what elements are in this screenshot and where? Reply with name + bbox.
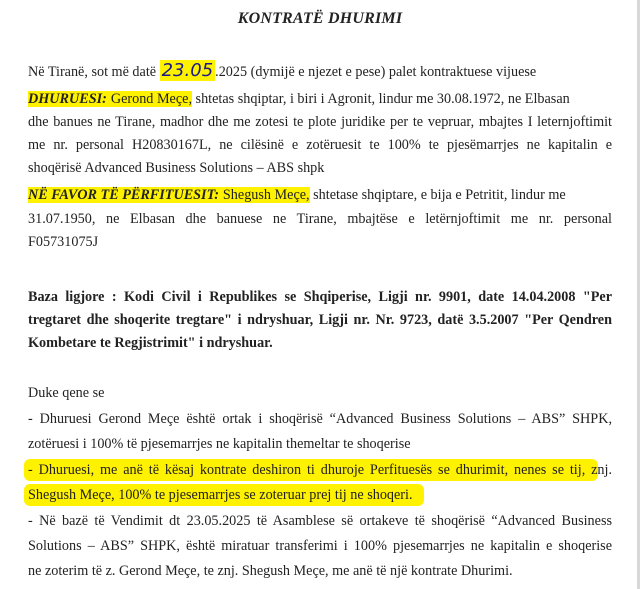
legal-basis-line-1: Baza ligjore : Kodi Civil i Republikes se Shqiperise, Ligji nr. 9901, date 14.04.2008 "Per xyxy=(28,289,612,305)
donor-line-4: shoqërisë Advanced Business Solutions – ABS shpk xyxy=(28,160,325,176)
donor-line-3: me nr. personal H20830167L, ne cilësinë e zotëruesit te 100% te pjesëmarrjes ne kapitalin e xyxy=(28,137,612,153)
handwritten-date: 23.05 xyxy=(161,60,214,81)
donor-name: Gerond Meçe, xyxy=(107,91,192,107)
beneficiary-line-2: 31.07.1950, ne Elbasan dhe banuese ne Tirane, mbajtëse e letërnjoftimit me nr. personal xyxy=(28,211,612,227)
intro-prefix: Në Tiranë, sot më datë xyxy=(28,64,157,80)
document-title: KONTRATË DHURIMI xyxy=(237,10,403,27)
consideration-1-line-1: - Dhuruesi Gerond Meçe është ortak i shoqërisë “Advanced Business Solutions – ABS” SHPK, xyxy=(28,411,612,427)
consideration-2-line-2: Shegush Meçe, 100% te pjesemarrjes se zoteruar prej tij ne shoqeri. xyxy=(28,487,413,503)
beneficiary-label: NË FAVOR TË PËRFITUESIT: xyxy=(28,187,219,203)
legal-basis-line-3: Kombetare te Regjistrimit" i ndryshuar. xyxy=(28,335,273,351)
beneficiary-name: Shegush Meçe, xyxy=(219,187,310,203)
considerations-heading: Duke qene se xyxy=(28,385,105,401)
beneficiary-details: shtetase shqiptare, e bija e Petritit, lindur me xyxy=(313,187,566,203)
donor-label: DHURUESI: xyxy=(28,91,107,107)
donor-line-1 xyxy=(28,90,570,108)
beneficiary-line-1 xyxy=(28,186,566,204)
legal-basis-line-2: tregtaret dhe shoqerite tregtare" i ndryshuar, Ligji nr. Nr. 9723, datë 3.5.2007 "Per Qendren xyxy=(28,312,612,328)
consideration-1-line-2: zotëruesi i 100% të pjesemarrjes ne kapitalin themeltar te shoqerise xyxy=(28,436,411,452)
consideration-3-line-1: - Në bazë të Vendimit dt 23.05.2025 të Asamblese së ortakeve të shoqërisë “Advanced Business xyxy=(28,513,612,529)
donor-details: shtetas shqiptar, i biri i Agronit, lindur me 30.08.1972, ne Elbasan xyxy=(195,91,570,107)
intro-line xyxy=(28,62,536,81)
intro-suffix: (dymijë e njezet e pese) palet kontraktuese vijuese xyxy=(250,64,537,80)
donor-line-2: dhe banues ne Tirane, madhor dhe me zotesi te plote juridike per te vepruar, mbajtes I leternjoftimit xyxy=(28,114,612,130)
intro-year: .2025 xyxy=(215,64,248,80)
consideration-3-line-3: ne zoterim të z. Gerond Meçe, te znj. Shegush Meçe, me anë të një kontrate Dhurimi. xyxy=(28,563,513,579)
consideration-3-line-2: Solutions – ABS” SHPK, është miratuar transferimi i 100% pjesemarrjes ne kapitalin e shoqerise xyxy=(28,538,612,554)
consideration-2-line-1: - Dhuruesi, me anë të kësaj kontrate deshiron ti dhuroje Perfituesës se dhurimit, nenes se tij, znj. xyxy=(28,462,612,478)
beneficiary-line-3: F05731075J xyxy=(28,234,99,250)
